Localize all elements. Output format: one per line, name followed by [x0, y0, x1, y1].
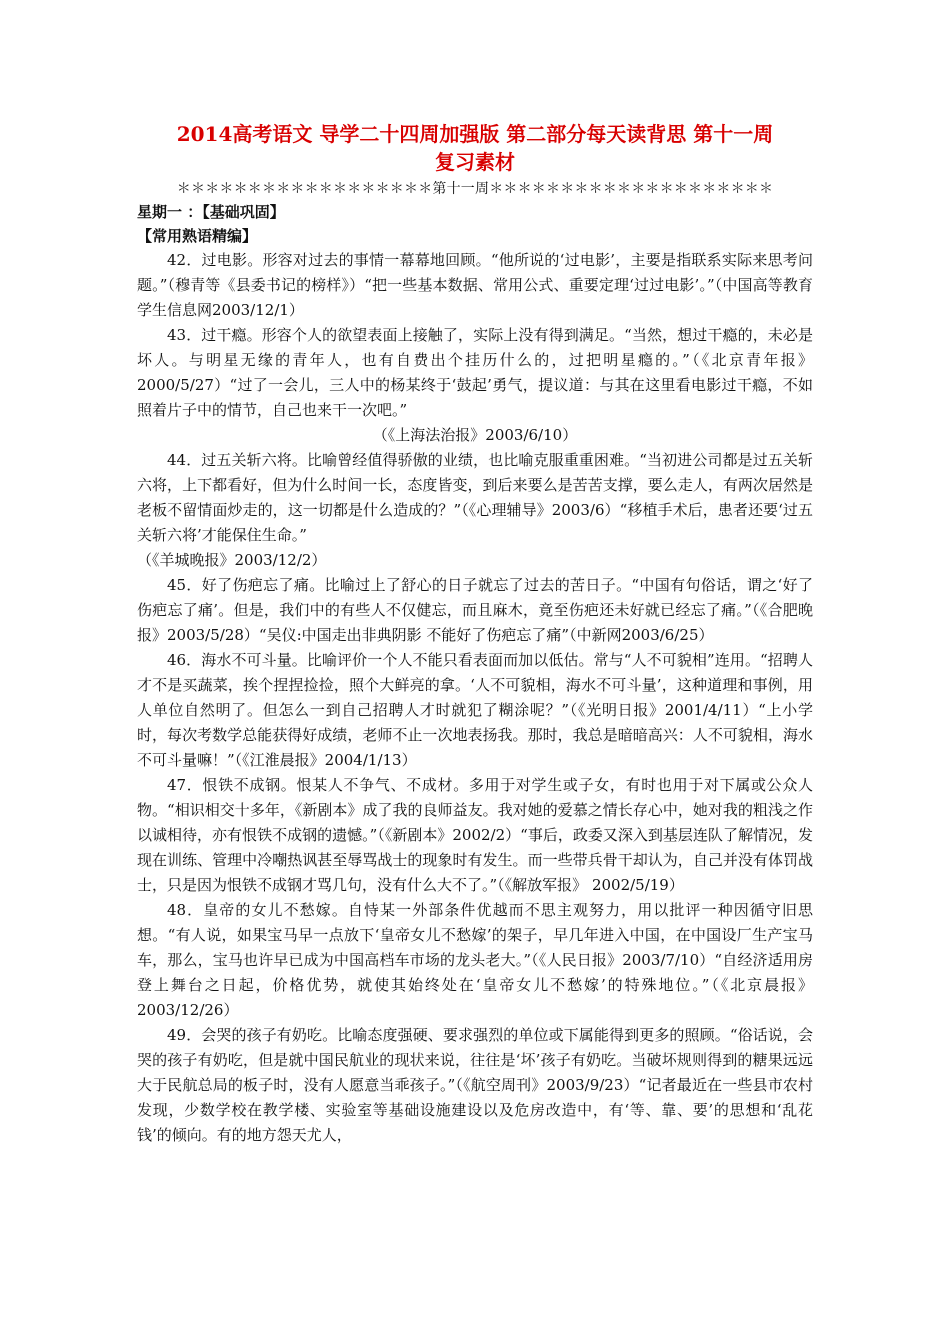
- document-title: 2014高考语文 导学二十四周加强版 第二部分每天读背思 第十一周 复习素材: [176, 122, 774, 174]
- idiom-entry-47: [137, 773, 813, 898]
- idiom-entry-49: [137, 1023, 813, 1148]
- idiom-entry-48: [137, 898, 813, 1023]
- entry-text: 43．过干瘾。形容个人的欲望表面上接触了，实际上没有得到满足。“当然，想过干瘾的，未必是坏人。与明星无缘的青年人，也有自费出个挂历什么的，过把明星瘾的。”（《北京青年报》2000/5/27）“过了一会儿，三人中的杨某终于‘鼓起’勇气，提议道：与其在这里看电影过干瘾，不如照着片子中的情节，自己也来干一次吧。”: [137, 326, 813, 419]
- entry-text: 48．皇帝的女儿不愁嫁。自恃某一外部条件优越而不思主观努力，用以批评一种因循守旧思想。“有人说，如果宝马早一点放下‘皇帝女儿不愁嫁’的架子，早几年进入中国，在中国设厂生产宝马车，那么，宝马也许早已成为中国高档车市场的龙头老大。”（《人民日报》2003/7/10）“自经济适用房登上舞台之日起，价格优势，就使其始终处在‘皇帝女儿不愁嫁’的特殊地位。”（《北京晨报》2003/12/26）: [137, 901, 813, 1019]
- entry-text: 45．好了伤疤忘了痛。比喻过上了舒心的日子就忘了过去的苦日子。“中国有句俗话，谓之‘好了伤疤忘了痛’。但是，我们中的有些人不仅健忘，而且麻木，竟至伤疤还未好就已经忘了痛。”（《合肥晚报》2003/5/28）“吴仪:中国走出非典阴影 不能好了伤疤忘了痛”（中新网2003/6/25）: [137, 576, 813, 644]
- entry-source: （《上海法治报》2003/6/10）: [372, 426, 578, 444]
- idiom-entry-44: [137, 448, 813, 573]
- idiom-entry-43: [137, 323, 813, 448]
- section-heading: 【常用熟语精编】: [137, 227, 258, 245]
- entry-text: 49．会哭的孩子有奶吃。比喻态度强硬、要求强烈的单位或下属能得到更多的照顾。“俗话说，会哭的孩子有奶吃，但是就中国民航业的现状来说，往往是‘坏’孩子有奶吃。当破坏规则得到的糖果远远大于民航总局的板子时，没有人愿意当乖孩子。”（《航空周刊》2003/9/23）“记者最近在一些县市农村发现，少数学校在教学楼、实验室等基础设施建设以及危房改造中，有‘等、靠、要’的思想和‘乱花钱’的倾向。有的地方怨天尤人，: [137, 1026, 813, 1144]
- idiom-entry-45: [137, 573, 813, 648]
- entry-text: 42．过电影。形容对过去的事情一幕幕地回顾。“他所说的‘过电影’，主要是指联系实际来思考问题。”（穆青等《县委书记的榜样》）“把一些基本数据、常用公式、重要定理‘过过电影’。”（中国高等教育学生信息网2003/12/1）: [137, 251, 813, 319]
- document-page: [137, 120, 813, 1148]
- idiom-entry-46: [137, 648, 813, 773]
- idiom-entry-42: [137, 248, 813, 323]
- entry-text: 44．过五关斩六将。比喻曾经值得骄傲的业绩，也比喻克服重重困难。“当初进公司都是过五关斩六将，上下都看好，但为什么时间一长，态度皆变，到后来要么是苦苦支撑，要么走人，有两次居然是老板不留情面炒走的，这一切都是什么造成的？”（《心理辅导》2003/6）“移植手术后，患者还要‘过五关斩六将’才能保住生命。”: [137, 451, 813, 544]
- entry-text: 46．海水不可斗量。比喻评价一个人不能只看表面而加以低估。常与“人不可貌相”连用。“招聘人才不是买蔬菜，挨个捏捏捡捡，照个大鲜亮的拿。‘人不可貌相，海水不可斗量’，这种道理和事例，用人单位自然明了。但怎么一到自己招聘人才时就犯了糊涂呢？”（《光明日报》2001/4/11）“上小学时，每次考数学总能获得好成绩，老师不止一次地表扬我。那时，我总是暗暗高兴：人不可貌相，海水不可斗量嘛！”（《江淮晨报》2004/1/13）: [137, 651, 813, 769]
- day-heading: 星期一 ：【基础巩固】: [137, 203, 285, 221]
- week-divider: ＊＊＊＊＊＊＊＊＊＊＊＊＊＊＊＊＊＊第十一周＊＊＊＊＊＊＊＊＊＊＊＊＊＊＊＊＊＊＊＊: [176, 181, 774, 197]
- idiom-entry-list: [137, 248, 813, 1148]
- entry-source: （《羊城晚报》2003/12/2）: [137, 551, 327, 569]
- entry-text: 47．恨铁不成钢。恨某人不争气、不成材。多用于对学生或子女，有时也用于对下属或公众人物。“相识相交十多年，《新剧本》成了我的良师益友。我对她的爱慕之情长存心中，她对我的粗浅之作以诚相待，亦有恨铁不成钢的遗憾。”（《新剧本》2002/2）“事后，政委又深入到基层连队了解情况，发现在训练、管理中冷嘲热讽甚至辱骂战士的现象时有发生。而一些带兵骨干却认为，自己并没有体罚战士，只是因为恨铁不成钢才骂几句，没有什么大不了。”（《解放军报》 2002/5/19）: [137, 776, 813, 894]
